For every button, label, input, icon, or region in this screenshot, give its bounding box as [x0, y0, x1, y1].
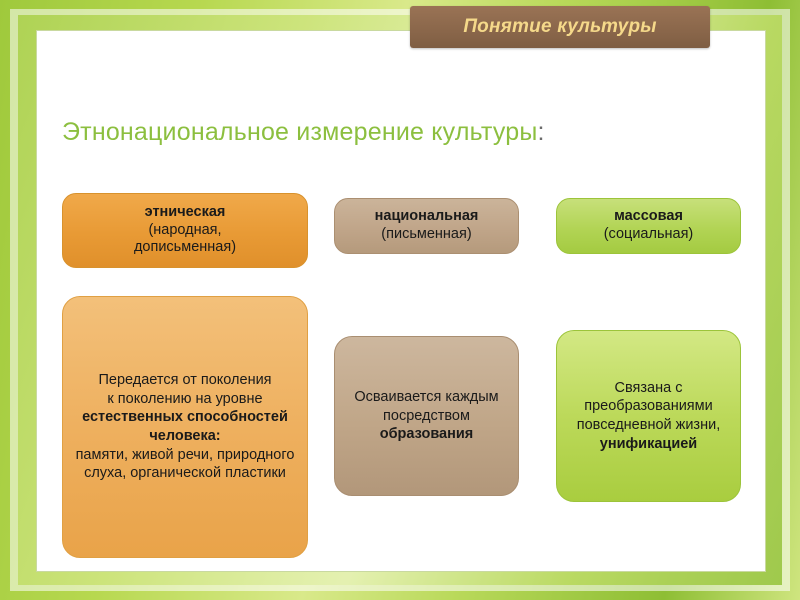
- description-block-national: [334, 336, 519, 496]
- description-block-ethnic-body: [75, 371, 295, 482]
- category-pill-ethnic-lead: этническая: [144, 203, 226, 220]
- page-title-text: Этнонациональное измерение культуры: [62, 118, 538, 146]
- category-pill-mass-sub: (социальная): [603, 226, 694, 242]
- category-pill-ethnic-sub2: дописьменная): [133, 239, 237, 256]
- title-ribbon: [410, 6, 710, 48]
- description-national-bold: образования: [379, 426, 474, 443]
- description-national-line1: Осваивается каждым посредством: [354, 389, 499, 424]
- description-block-mass-body: [577, 379, 720, 453]
- description-ethnic-line2: к поколению на уровне: [107, 390, 263, 407]
- description-ethnic-bold: естественных способностей человека:: [82, 409, 288, 444]
- description-mass-line2: преобразованиями: [584, 398, 713, 415]
- description-mass-bold: унификацией: [599, 435, 698, 452]
- description-block-national-body: [347, 388, 506, 444]
- page-title: [62, 118, 722, 147]
- category-pill-mass: [556, 198, 741, 254]
- page-title-colon: :: [537, 118, 545, 146]
- category-pill-ethnic: [62, 193, 308, 268]
- description-ethnic-line3: памяти, живой речи, природного слуха, органической пластики: [75, 446, 295, 482]
- category-pill-mass-lead: массовая: [614, 208, 683, 225]
- title-ribbon-text: Понятие культуры: [463, 16, 657, 37]
- category-pill-ethnic-sub: (народная,: [148, 221, 222, 238]
- description-block-mass: [556, 330, 741, 502]
- category-pill-national-sub: (письменная): [381, 226, 472, 242]
- description-mass-line1: Связана с: [614, 379, 683, 396]
- description-mass-line3: повседневной жизни,: [576, 417, 721, 433]
- description-ethnic-line1: Передается от поколения: [98, 372, 272, 389]
- category-pill-national-lead: национальная: [374, 208, 479, 225]
- category-pill-national: [334, 198, 519, 254]
- description-block-ethnic: [62, 296, 308, 558]
